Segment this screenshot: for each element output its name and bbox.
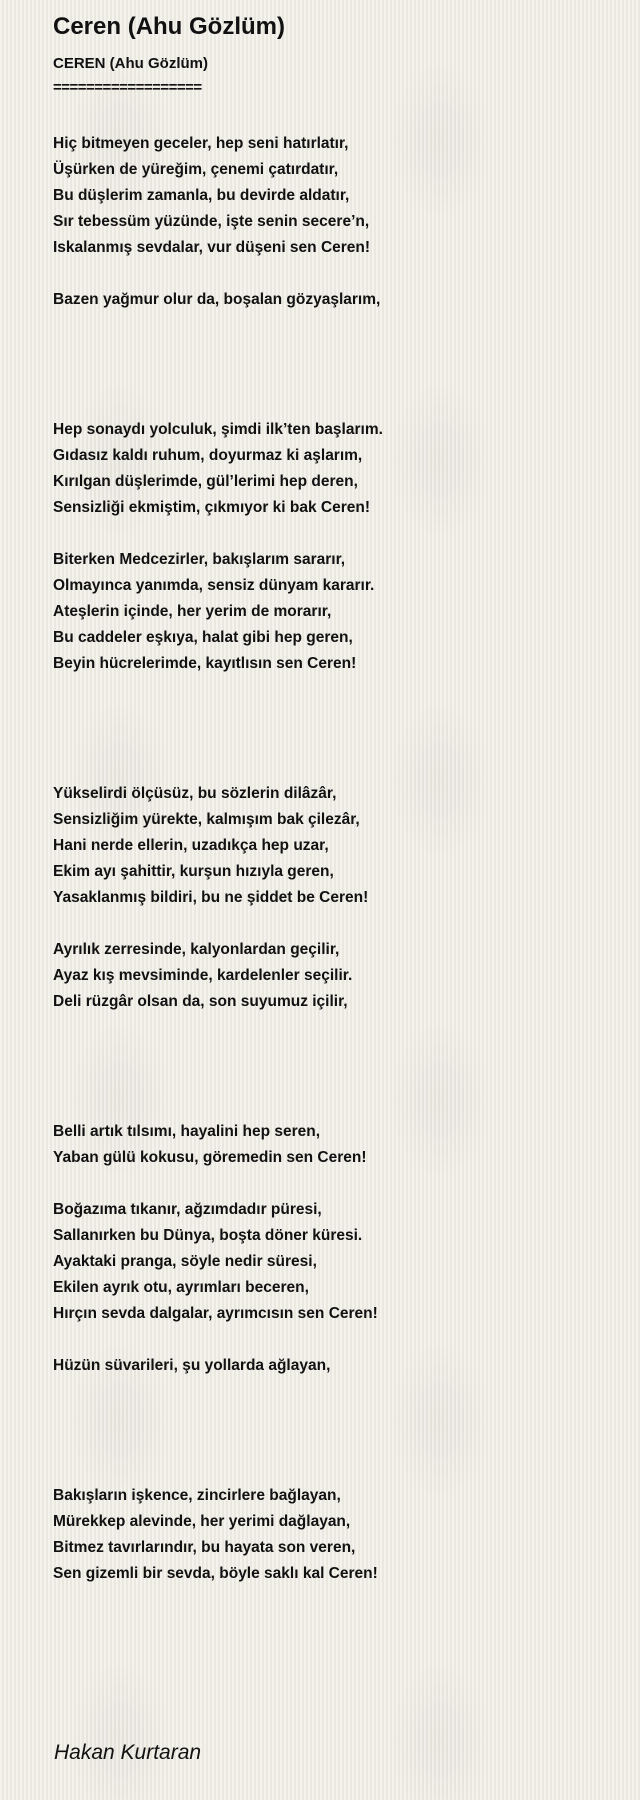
stanza (53, 781, 613, 911)
poem-line: Yasaklanmış bildiri, bu ne şiddet be Ceren! (53, 889, 369, 906)
poem-line: Boğazıma tıkanır, ağzımdadır püresi, (53, 1201, 322, 1218)
poem-line: Ekim ayı şahittir, kurşun hızıyla geren, (53, 863, 334, 880)
poem-line: Mürekkep alevinde, her yerimi dağlayan, (53, 1513, 351, 1530)
poem-line: Bitmez tavırlarındır, bu hayata son veren, (53, 1539, 356, 1556)
stanza-break (53, 1379, 613, 1483)
poem-line: Üşürken de yüreğim, çenemi çatırdatır, (53, 161, 339, 178)
stanza (53, 1353, 613, 1379)
poem-line: Gıdasız kaldı ruhum, doyurmaz ki aşlarım, (53, 447, 363, 464)
poem-line: Sallanırken bu Dünya, boşta döner küresi. (53, 1227, 363, 1244)
stanza (53, 287, 613, 313)
stanza (53, 417, 613, 521)
poem-line: Ayrılık zerresinde, kalyonlardan geçilir, (53, 941, 340, 958)
stanza (53, 1119, 613, 1171)
poem-line: Bu düşlerim zamanla, bu devirde aldatır, (53, 187, 350, 204)
poem-line: Kırılgan düşlerimde, gül’lerimi hep deren, (53, 473, 358, 490)
stanza (53, 1483, 613, 1587)
poem-line: Hüzün süvarileri, şu yollarda ağlayan, (53, 1357, 331, 1374)
poem-line: Olmayınca yanımda, sensiz dünyam kararır. (53, 577, 375, 594)
poem-line: Ekilen ayrık otu, ayrımları beceren, (53, 1279, 309, 1296)
stanza-break (53, 911, 613, 937)
poem-body (53, 131, 613, 1587)
poem-line: Yükselirdi ölçüsüz, bu sözlerin dilâzâr, (53, 785, 337, 802)
poem-line: Hırçın sevda dalgalar, ayrımcısın sen Ceren! (53, 1305, 378, 1322)
poem-line: Sensizliği ekmiştim, çıkmıyor ki bak Ceren! (53, 499, 371, 516)
stanza-break (53, 261, 613, 287)
poem-line: Sen gizemli bir sevda, böyle saklı kal Ceren! (53, 1565, 378, 1582)
page-title: Ceren (Ahu Gözlüm) (53, 13, 285, 40)
stanza-break (53, 521, 613, 547)
stanza (53, 937, 613, 1015)
poem-line: Belli artık tılsımı, hayalini hep seren, (53, 1123, 321, 1140)
poem-line: Beyin hücrelerimde, kayıtlısın sen Ceren! (53, 655, 357, 672)
poem-line: Sensizliğim yürekte, kalmışım bak çilezâr, (53, 811, 360, 828)
poem-line: Hiç bitmeyen geceler, hep seni hatırlatır, (53, 135, 349, 152)
poem-line: Biterken Medcezirler, bakışlarım sararır, (53, 551, 346, 568)
poem-line: Yaban gülü kokusu, göremedin sen Ceren! (53, 1149, 367, 1166)
stanza (53, 131, 613, 261)
poem-line: Bazen yağmur olur da, boşalan gözyaşlarım, (53, 291, 381, 308)
stanza (53, 547, 613, 677)
poem-line: Deli rüzgâr olsan da, son suyumuz içilir, (53, 993, 348, 1010)
stanza-break (53, 1171, 613, 1197)
author-name: Hakan Kurtaran (54, 1741, 202, 1764)
poem-line: Hani nerde ellerin, uzadıkça hep uzar, (53, 837, 329, 854)
stanza-break (53, 677, 613, 781)
poem-line: Ayaktaki pranga, söyle nedir süresi, (53, 1253, 317, 1270)
poem-line: Ateşlerin içinde, her yerim de morarır, (53, 603, 332, 620)
stanza (53, 1197, 613, 1327)
separator-rule: ================== (53, 79, 202, 96)
poem-line: Bu caddeler eşkıya, halat gibi hep geren, (53, 629, 353, 646)
poem-line: Iskalanmış sevdalar, vur düşeni sen Ceren! (53, 239, 371, 256)
poem-line: Hep sonaydı yolculuk, şimdi ilk’ten başlarım. (53, 421, 383, 438)
poem-subtitle: CEREN (Ahu Gözlüm) (53, 55, 208, 72)
poem-line: Ayaz kış mevsiminde, kardelenler seçilir. (53, 967, 353, 984)
stanza-break (53, 1015, 613, 1119)
stanza-break (53, 313, 613, 417)
poem-line: Bakışların işkence, zincirlere bağlayan, (53, 1487, 341, 1504)
stanza-break (53, 1327, 613, 1353)
poem-line: Sır tebessüm yüzünde, işte senin secere’n, (53, 213, 370, 230)
